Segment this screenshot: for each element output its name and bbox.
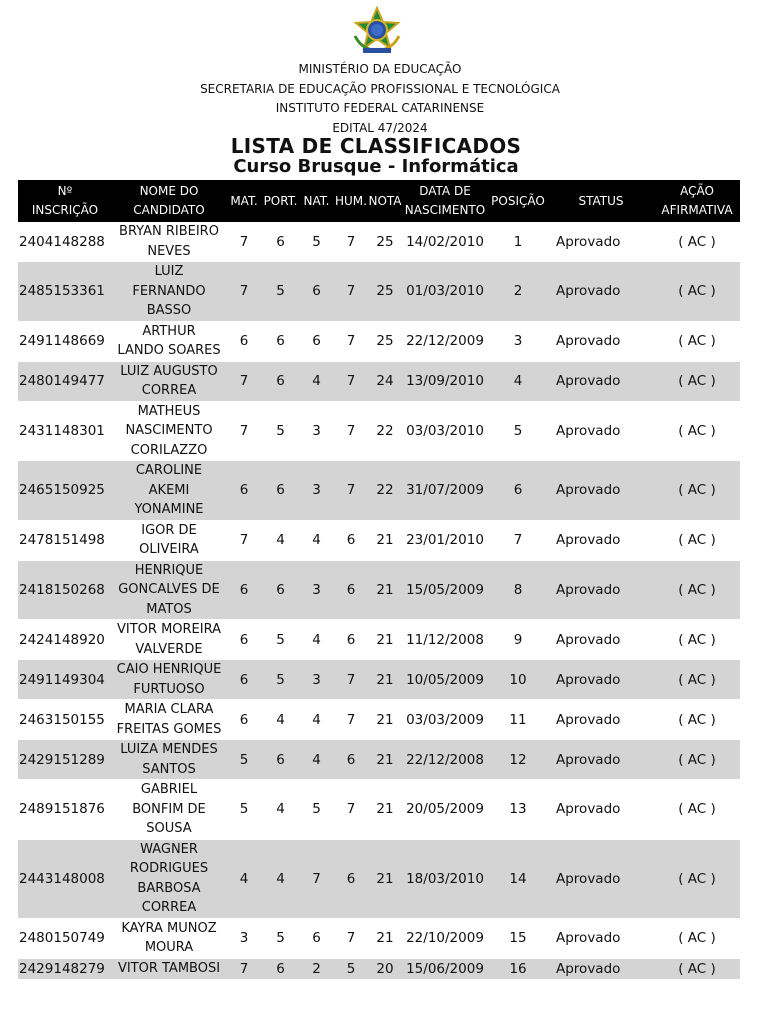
- table-body: [18, 222, 740, 979]
- candidate-name-line: WAGNER: [140, 841, 198, 857]
- cell-port: 6: [262, 222, 299, 262]
- cell-nat: 4: [299, 520, 334, 560]
- table-row: [18, 222, 740, 262]
- cell-status: Aprovado: [548, 560, 654, 620]
- cell-hum: 6: [334, 620, 368, 660]
- cell-nascimento: 22/10/2009: [402, 918, 488, 958]
- candidate-name-line: FREITAS GOMES: [116, 721, 222, 737]
- cell-nome: [112, 780, 226, 840]
- col-header-acao: AÇÃO AFIRMATIVA: [654, 180, 740, 222]
- cell-posicao: 11: [488, 700, 548, 740]
- cell-port: 5: [262, 401, 299, 461]
- table-row: [18, 321, 740, 361]
- cell-nota: 22: [368, 401, 402, 461]
- candidate-name-line: GABRIEL: [140, 782, 198, 797]
- cell-acao: ( AC ): [654, 700, 740, 740]
- candidate-name-line: VALVERDE: [135, 641, 203, 657]
- cell-inscricao: 2480150749: [18, 918, 112, 958]
- cell-inscricao: 2429151289: [18, 740, 112, 780]
- candidate-name-line: YONAMINE: [134, 502, 204, 517]
- cell-nascimento: 22/12/2009: [402, 321, 488, 361]
- cell-mat: 7: [226, 401, 262, 461]
- cell-acao: ( AC ): [654, 918, 740, 958]
- cell-port: 4: [262, 780, 299, 840]
- candidate-name-line: CAROLINE: [135, 463, 203, 478]
- cell-nome: [112, 620, 226, 660]
- cell-nascimento: 01/03/2010: [402, 262, 488, 322]
- cell-nota: 21: [368, 700, 402, 740]
- cell-nome: [112, 839, 226, 918]
- cell-nome: [112, 560, 226, 620]
- cell-nota: 21: [368, 560, 402, 620]
- cell-acao: ( AC ): [654, 839, 740, 918]
- cell-nome: [112, 461, 226, 521]
- cell-hum: 7: [334, 262, 368, 322]
- cell-mat: 6: [226, 620, 262, 660]
- cell-posicao: 13: [488, 780, 548, 840]
- cell-hum: 7: [334, 700, 368, 740]
- cell-posicao: 7: [488, 520, 548, 560]
- table-row: [18, 401, 740, 461]
- cell-acao: ( AC ): [654, 321, 740, 361]
- candidate-name-line: OLIVEIRA: [139, 542, 199, 557]
- cell-inscricao: 2418150268: [18, 560, 112, 620]
- candidate-name-line: HENRIQUE: [134, 562, 204, 578]
- cell-inscricao: 2463150155: [18, 700, 112, 740]
- cell-inscricao: 2489151876: [18, 780, 112, 840]
- cell-posicao: 5: [488, 401, 548, 461]
- candidate-name-line: MARIA CLARA: [124, 702, 214, 717]
- cell-posicao: 3: [488, 321, 548, 361]
- table-row: [18, 740, 740, 780]
- cell-inscricao: 2491148669: [18, 321, 112, 361]
- cell-nota: 21: [368, 839, 402, 918]
- cell-nat: 2: [299, 958, 334, 979]
- cell-mat: 6: [226, 660, 262, 700]
- cell-acao: ( AC ): [654, 560, 740, 620]
- table-row: [18, 700, 740, 740]
- candidate-name-line: MATHEUS: [137, 403, 201, 419]
- cell-acao: ( AC ): [654, 461, 740, 521]
- candidate-name-line: RODRIGUES: [129, 861, 209, 876]
- cell-nat: 5: [299, 222, 334, 262]
- col-header-nome: NOME DO CANDIDATO: [112, 180, 226, 222]
- cell-posicao: 14: [488, 839, 548, 918]
- cell-hum: 7: [334, 401, 368, 461]
- cell-mat: 6: [226, 321, 262, 361]
- cell-hum: 6: [334, 560, 368, 620]
- cell-port: 4: [262, 700, 299, 740]
- cell-nota: 21: [368, 520, 402, 560]
- cell-nat: 3: [299, 660, 334, 700]
- cell-nascimento: 10/05/2009: [402, 660, 488, 700]
- cell-status: Aprovado: [548, 958, 654, 979]
- cell-hum: 7: [334, 780, 368, 840]
- cell-nota: 21: [368, 780, 402, 840]
- cell-status: Aprovado: [548, 321, 654, 361]
- candidate-name-line: BASSO: [146, 303, 192, 318]
- cell-hum: 7: [334, 321, 368, 361]
- table-row: [18, 461, 740, 521]
- col-header-posicao: POSIÇÃO: [488, 180, 548, 222]
- candidate-name-line: IGOR DE: [141, 522, 197, 538]
- cell-hum: 7: [334, 918, 368, 958]
- cell-acao: ( AC ): [654, 780, 740, 840]
- cell-status: Aprovado: [548, 740, 654, 780]
- table-row: [18, 620, 740, 660]
- cell-status: Aprovado: [548, 620, 654, 660]
- cell-nota: 25: [368, 321, 402, 361]
- cell-acao: ( AC ): [654, 222, 740, 262]
- cell-acao: ( AC ): [654, 262, 740, 322]
- table-row: [18, 839, 740, 918]
- cell-port: 6: [262, 321, 299, 361]
- cell-mat: 5: [226, 780, 262, 840]
- cell-nascimento: 18/03/2010: [402, 839, 488, 918]
- cell-port: 5: [262, 660, 299, 700]
- cell-nome: [112, 361, 226, 401]
- cell-nat: 4: [299, 361, 334, 401]
- cell-nascimento: 22/12/2008: [402, 740, 488, 780]
- document-header: [0, 60, 760, 138]
- cell-mat: 7: [226, 520, 262, 560]
- cell-inscricao: 2465150925: [18, 461, 112, 521]
- cell-acao: ( AC ): [654, 958, 740, 979]
- cell-nota: 21: [368, 620, 402, 660]
- cell-inscricao: 2404148288: [18, 222, 112, 262]
- table-row: [18, 560, 740, 620]
- candidate-name-line: ARTHUR: [142, 323, 196, 339]
- cell-nat: 4: [299, 620, 334, 660]
- cell-inscricao: 2478151498: [18, 520, 112, 560]
- col-header-status: STATUS: [548, 180, 654, 222]
- col-header-nota: NOTA: [368, 180, 402, 222]
- cell-posicao: 16: [488, 958, 548, 979]
- cell-nascimento: 20/05/2009: [402, 780, 488, 840]
- cell-posicao: 8: [488, 560, 548, 620]
- cell-nascimento: 31/07/2009: [402, 461, 488, 521]
- cell-acao: ( AC ): [654, 660, 740, 700]
- cell-nascimento: 23/01/2010: [402, 520, 488, 560]
- col-header-inscricao: Nº INSCRIÇÃO: [18, 180, 112, 222]
- cell-posicao: 4: [488, 361, 548, 401]
- cell-inscricao: 2429148279: [18, 958, 112, 979]
- cell-status: Aprovado: [548, 361, 654, 401]
- table-row: [18, 918, 740, 958]
- cell-inscricao: 2485153361: [18, 262, 112, 322]
- cell-posicao: 15: [488, 918, 548, 958]
- cell-mat: 7: [226, 361, 262, 401]
- candidate-name-line: VITOR TAMBOSI: [117, 960, 221, 976]
- cell-inscricao: 2443148008: [18, 839, 112, 918]
- cell-nascimento: 15/06/2009: [402, 958, 488, 979]
- cell-port: 6: [262, 461, 299, 521]
- cell-port: 4: [262, 520, 299, 560]
- table-row: [18, 520, 740, 560]
- cell-port: 6: [262, 958, 299, 979]
- cell-nat: 3: [299, 560, 334, 620]
- candidate-name-line: LANDO SOARES: [117, 343, 221, 358]
- col-header-port: PORT.: [262, 180, 299, 222]
- candidate-name-line: SOUSA: [146, 821, 192, 836]
- brazil-coat-of-arms-emblem: [350, 6, 404, 56]
- candidate-name-line: MATOS: [146, 601, 192, 617]
- cell-port: 6: [262, 740, 299, 780]
- cell-port: 4: [262, 839, 299, 918]
- table-row: [18, 361, 740, 401]
- candidate-name-line: KAYRA MUNOZ: [121, 920, 217, 936]
- cell-status: Aprovado: [548, 700, 654, 740]
- cell-nome: [112, 401, 226, 461]
- candidate-name-line: SANTOS: [142, 761, 196, 777]
- cell-nascimento: 13/09/2010: [402, 361, 488, 401]
- cell-nota: 21: [368, 918, 402, 958]
- cell-acao: ( AC ): [654, 401, 740, 461]
- cell-nome: [112, 918, 226, 958]
- cell-nascimento: 15/05/2009: [402, 560, 488, 620]
- cell-port: 5: [262, 918, 299, 958]
- cell-nascimento: 14/02/2010: [402, 222, 488, 262]
- candidate-name-line: LUIZ AUGUSTO: [120, 363, 218, 379]
- cell-mat: 7: [226, 222, 262, 262]
- col-header-hum: HUM.: [334, 180, 368, 222]
- cell-hum: 7: [334, 222, 368, 262]
- course-subtitle: Curso Brusque - Informática: [233, 156, 519, 177]
- cell-nome: [112, 321, 226, 361]
- candidate-name-line: LUIZ: [154, 264, 184, 279]
- table-row: [18, 660, 740, 700]
- institute-line: INSTITUTO FEDERAL CATARINENSE: [275, 101, 485, 115]
- cell-mat: 7: [226, 958, 262, 979]
- candidate-name-line: CORREA: [141, 900, 197, 915]
- table-row: [18, 958, 740, 979]
- cell-nome: [112, 740, 226, 780]
- candidate-name-line: BONFIM DE: [132, 801, 206, 817]
- cell-hum: 6: [334, 740, 368, 780]
- cell-port: 5: [262, 620, 299, 660]
- cell-status: Aprovado: [548, 401, 654, 461]
- candidate-name-line: BARBOSA: [137, 880, 201, 896]
- cell-nome: [112, 520, 226, 560]
- col-header-mat: MAT.: [226, 180, 262, 222]
- cell-hum: 6: [334, 839, 368, 918]
- cell-nat: 4: [299, 700, 334, 740]
- cell-mat: 7: [226, 262, 262, 322]
- candidate-name-line: FURTUOSO: [133, 681, 205, 697]
- cell-nascimento: 11/12/2008: [402, 620, 488, 660]
- candidate-name-line: AKEMI: [148, 482, 190, 498]
- cell-mat: 3: [226, 918, 262, 958]
- cell-mat: 5: [226, 740, 262, 780]
- candidate-name-line: CORREA: [141, 383, 197, 398]
- cell-posicao: 6: [488, 461, 548, 521]
- cell-hum: 6: [334, 520, 368, 560]
- classification-table: [18, 180, 740, 980]
- cell-nota: 24: [368, 361, 402, 401]
- candidate-name-line: MOURA: [144, 940, 194, 955]
- cell-status: Aprovado: [548, 262, 654, 322]
- cell-nat: 6: [299, 918, 334, 958]
- cell-nota: 21: [368, 740, 402, 780]
- cell-port: 6: [262, 560, 299, 620]
- cell-status: Aprovado: [548, 660, 654, 700]
- cell-mat: 4: [226, 839, 262, 918]
- candidate-name-line: LUIZA MENDES: [120, 742, 218, 757]
- cell-nat: 7: [299, 839, 334, 918]
- cell-nome: [112, 660, 226, 700]
- cell-nota: 22: [368, 461, 402, 521]
- cell-inscricao: 2491149304: [18, 660, 112, 700]
- cell-status: Aprovado: [548, 461, 654, 521]
- candidate-name-line: CAIO HENRIQUE: [116, 662, 222, 677]
- cell-nome: [112, 700, 226, 740]
- cell-nat: 5: [299, 780, 334, 840]
- cell-nat: 6: [299, 321, 334, 361]
- edital-line: EDITAL 47/2024: [332, 120, 428, 135]
- cell-nat: 3: [299, 461, 334, 521]
- cell-inscricao: 2424148920: [18, 620, 112, 660]
- cell-port: 5: [262, 262, 299, 322]
- cell-posicao: 1: [488, 222, 548, 262]
- cell-posicao: 9: [488, 620, 548, 660]
- cell-hum: 5: [334, 958, 368, 979]
- cell-posicao: 10: [488, 660, 548, 700]
- candidate-name-line: CORILAZZO: [130, 442, 208, 458]
- ministry-line: MINISTÉRIO DA EDUCAÇÃO: [298, 62, 462, 76]
- candidate-name-line: FERNANDO: [132, 283, 206, 299]
- candidate-name-line: VITOR MOREIRA: [117, 622, 221, 637]
- cell-nome: [112, 958, 226, 979]
- cell-mat: 6: [226, 560, 262, 620]
- cell-acao: ( AC ): [654, 361, 740, 401]
- cell-nat: 3: [299, 401, 334, 461]
- cell-nota: 21: [368, 660, 402, 700]
- cell-hum: 7: [334, 361, 368, 401]
- cell-status: Aprovado: [548, 520, 654, 560]
- cell-nota: 25: [368, 262, 402, 322]
- cell-nascimento: 03/03/2009: [402, 700, 488, 740]
- cell-mat: 6: [226, 461, 262, 521]
- candidate-name-line: BRYAN RIBEIRO: [119, 224, 219, 239]
- cell-acao: ( AC ): [654, 620, 740, 660]
- cell-status: Aprovado: [548, 222, 654, 262]
- cell-acao: ( AC ): [654, 740, 740, 780]
- candidate-name-line: GONCALVES DE: [118, 582, 220, 597]
- cell-posicao: 2: [488, 262, 548, 322]
- candidate-name-line: NASCIMENTO: [125, 423, 213, 438]
- candidate-name-line: NEVES: [147, 243, 191, 259]
- secretariat-line: SECRETARIA DE EDUCAÇÃO PROFISSIONAL E TECNOLÓGICA: [200, 81, 560, 96]
- cell-inscricao: 2480149477: [18, 361, 112, 401]
- col-header-nascimento: DATA DE NASCIMENTO: [402, 180, 488, 222]
- cell-acao: ( AC ): [654, 520, 740, 560]
- cell-nat: 4: [299, 740, 334, 780]
- cell-nascimento: 03/03/2010: [402, 401, 488, 461]
- cell-nota: 25: [368, 222, 402, 262]
- cell-inscricao: 2431148301: [18, 401, 112, 461]
- cell-nat: 6: [299, 262, 334, 322]
- cell-hum: 7: [334, 461, 368, 521]
- cell-hum: 7: [334, 660, 368, 700]
- table-row: [18, 262, 740, 322]
- table-header-row: [18, 180, 740, 222]
- cell-status: Aprovado: [548, 918, 654, 958]
- cell-mat: 6: [226, 700, 262, 740]
- table-row: [18, 780, 740, 840]
- cell-status: Aprovado: [548, 839, 654, 918]
- cell-port: 6: [262, 361, 299, 401]
- col-header-nat: NAT.: [299, 180, 334, 222]
- page-title: LISTA DE CLASSIFICADOS: [230, 134, 522, 158]
- cell-nome: [112, 222, 226, 262]
- cell-posicao: 12: [488, 740, 548, 780]
- cell-nome: [112, 262, 226, 322]
- cell-nota: 20: [368, 958, 402, 979]
- cell-status: Aprovado: [548, 780, 654, 840]
